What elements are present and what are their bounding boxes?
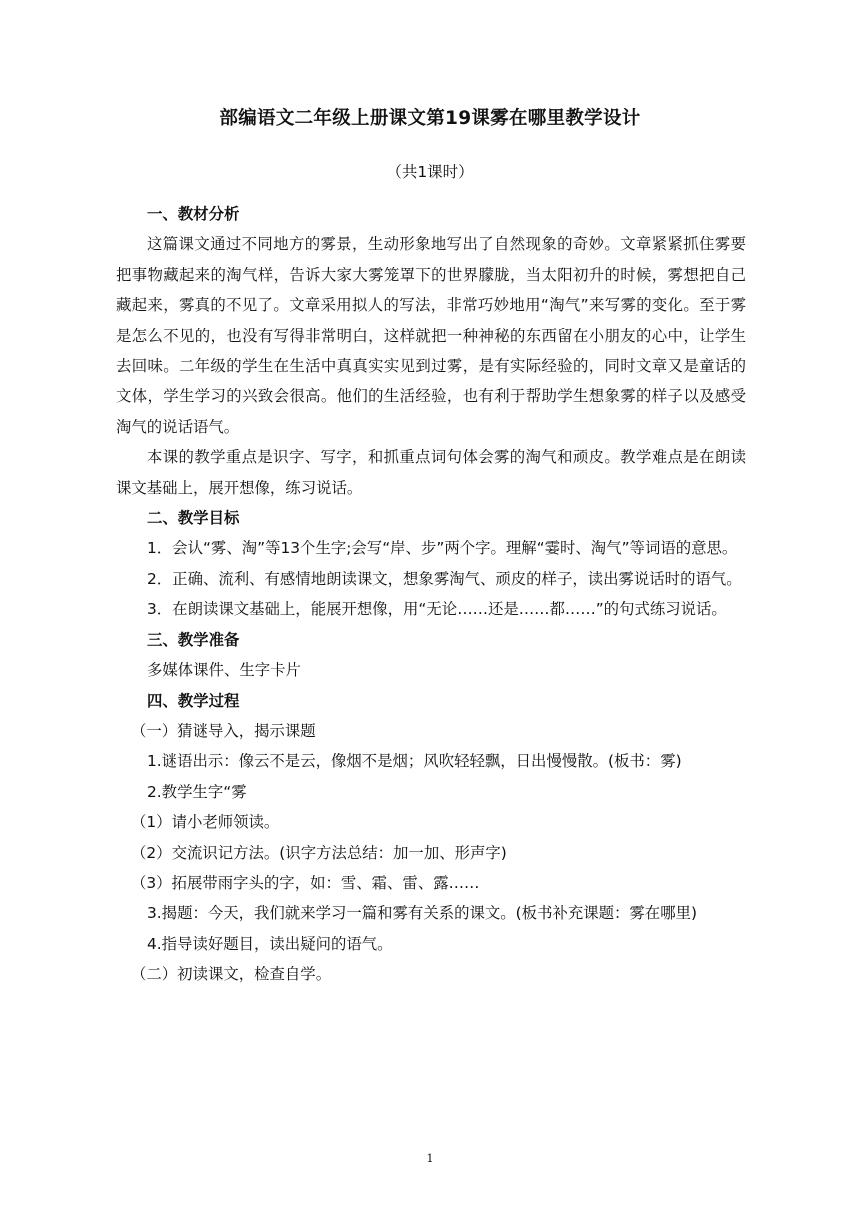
process-subitem-2-2: （2）交流识记方法。(识字方法总结：加一加、形声字) <box>131 843 507 862</box>
section-heading-analysis: 一、教材分析 <box>147 205 240 223</box>
document-subtitle: （共1课时） <box>386 163 474 181</box>
goal-item-2: 2．正确、流利、有感情地朗读课文，想象雾淘气、顽皮的样子，读出雾说话时的语气。 <box>147 569 742 588</box>
paragraph-analysis: 这篇课文通过不同地方的雾景，生动形象地写出了自然现象的奇妙。文章紧紧抓住雾要把事物藏起来的淘气样，告诉大家大雾笼罩下的世界朦胧，当太阳初升的时候，雾想把自己藏起来，雾真的不见了。文章采用拟人的写法，非常巧妙地用“淘气”来写雾的变化。至于雾是怎么不见的，也没有写得非常明白，这样就把一种神秘的东西留在小朋友的心中，让学生去回味。二年级的学生在生活中真真实实见到过雾，是有实际经验的，同时文章又是童话的文体，学生学习的兴致会很高。他们的生活经验，也有利于帮助学生想象雾的样子以及感受淘气的说话语气。 <box>116 235 746 436</box>
document-body <box>116 199 746 990</box>
paragraph-key-points: 本课的教学重点是识字、写字，和抓重点词句体会雾的淘气和顽皮。教学难点是在朗读课文基础上，展开想像，练习说话。 <box>116 448 746 497</box>
goal-item-3: 3．在朗读课文基础上，能展开想像，用“无论……还是……都……”的句式练习说话。 <box>147 600 727 619</box>
process-item-4: 4.指导读好题目，读出疑问的语气。 <box>147 934 393 953</box>
page-number: 1 <box>426 1152 434 1165</box>
process-item-2: 2.教学生字“雾 <box>147 782 247 801</box>
document-title: 部编语文二年级上册课文第19课雾在哪里教学设计 <box>219 108 641 129</box>
process-item-1: 1.谜语出示：像云不是云，像烟不是烟；风吹轻轻飘，日出慢慢散。(板书：雾) <box>147 752 682 771</box>
section-heading-preparation: 三、教学准备 <box>147 630 240 649</box>
process-subitem-2-1: （1）请小老师领读。 <box>131 813 280 832</box>
process-step-1: （一）猜谜导入，揭示课题 <box>131 721 316 740</box>
section-heading-goals: 二、教学目标 <box>147 509 240 528</box>
process-subitem-2-3: （3）拓展带雨字头的字，如：雪、霜、雷、露…… <box>131 873 480 892</box>
section-heading-process: 四、教学过程 <box>147 691 240 710</box>
process-step-2: （二）初读课文，检查自学。 <box>131 965 332 984</box>
goal-item-1: 1．会认“雾、淘”等13个生字;会写“岸、步”两个字。理解“霎时、淘气”等词语的意思。 <box>147 539 738 558</box>
preparation-text: 多媒体课件、生字卡片 <box>147 661 301 680</box>
process-item-3: 3.揭题：今天，我们就来学习一篇和雾有关系的课文。(板书补充课题：雾在哪里) <box>147 904 697 923</box>
